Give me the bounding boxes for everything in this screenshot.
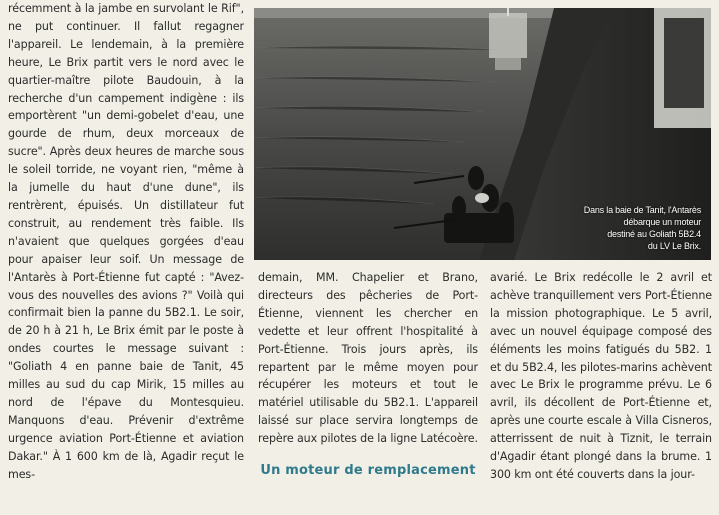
article-column-3 [490, 269, 712, 484]
caption-line: destiné au Goliath 5B2.4 [607, 229, 701, 239]
section-subheading: Un moteur de remplacement [260, 463, 476, 479]
column-2-text: demain, MM. Chapelier et Brano, directeurs des pêcheries de Port-Étienne, viennent les chercher en vedette et leur offrent l'hospitalité à Port-Étienne. Trois jours après, ils repartent par le même moyen pour récupérer les moteurs et tout le matériel utilisable du 5B2.1. L'appareil laissé sur place servira longtemps de repère aux pilotes de la ligne Latécoère. [258, 271, 478, 446]
column-1-text: récemment à la jambe en survolant le Rif", ne put continuer. Il fallut regagner l'appareil. Le lendemain, à la première heure, Le Brix partit vers le nord avec le quartier-maître pilote Baudouin, à la recherche d'un campement indigène : ils emportèrent "un demi-gobelet d'eau, une gourde de rhum, deux morceaux de sucre". Après deux heures de marche sous le soleil torride, ne voyant rien, "même à la jumelle du haut d'une dune", ils rentrèrent, épuisés. Un distillateur fut construit, au rendement très faible. Ils n'avaient que quelques gorgées d'eau pour apaiser leur soif. Un message de l'Antarès à Port-Étienne fut capté : "Avez-vous des nouvelles des avions ?" Voilà qui confirmait bien la panne du 5B2.1. Le soir, de 20 h à 21 h, Le Brix émit par le poste à ondes courtes le message suivant : "Goliath 4 en panne baie de Tanit, 45 milles au sud du cap Mirik, 15 milles au nord de l'épave du Montesquieu. Manquons d'eau. Prévenir d'extrême urgence aviation Port-Étienne et aviation Dakar." À 1 600 km de là, Agadir reçut le mes- [8, 2, 244, 481]
caption-line: du LV Le Brix. [647, 241, 701, 251]
article-column-1 [8, 0, 244, 483]
caption-line: débarque un moteur [623, 217, 701, 227]
photo-caption [541, 204, 701, 252]
column-3-text: avarié. Le Brix redécolle le 2 avril et achève tranquillement vers Port-Étienne la mission photographique. Le 5 avril, avec un nouvel équipage composé des éléments les moins fatigués du 5B2. 1 et du 5B2.4, les pilotes-marins achèvent avec Le Brix le programme prévu. Le 6 avril, ils décollent de Port-Étienne et, après une courte escale à Villa Cisneros, atterrissent de nuit à Tiznit, le terrain d'Agadir étant plongé dans la brume. 1 300 km ont été couverts dans la jour- [490, 271, 712, 481]
historical-photo [254, 8, 711, 260]
article-column-2 [258, 269, 478, 480]
caption-line: Dans la baie de Tanit, l'Antarès [583, 205, 701, 215]
